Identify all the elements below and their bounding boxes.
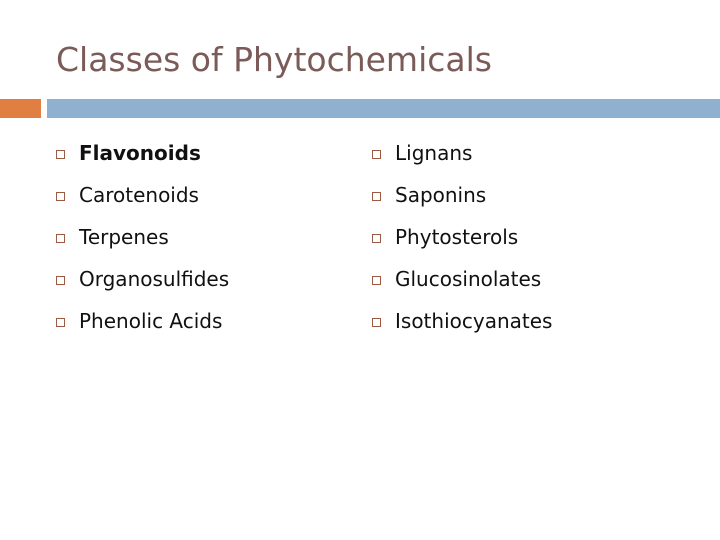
list-item-label: Isothiocyanates [395,309,553,333]
list-item-label: Terpenes [79,225,169,249]
square-outline-bullet-icon [372,234,381,243]
title-accent-bar [0,99,41,118]
square-outline-bullet-icon [56,150,65,159]
list-item [372,258,552,300]
list-item [372,216,552,258]
square-outline-bullet-icon [372,150,381,159]
square-outline-bullet-icon [56,192,65,201]
list-item [56,216,229,258]
square-outline-bullet-icon [56,234,65,243]
list-item-label: Phytosterols [395,225,519,249]
list-item-label: Glucosinolates [395,267,542,291]
list-item [372,300,552,342]
list-item-label: Saponins [395,183,487,207]
square-outline-bullet-icon [372,192,381,201]
bullet-list-left [56,132,229,342]
square-outline-bullet-icon [56,318,65,327]
square-outline-bullet-icon [56,276,65,285]
list-item [56,300,229,342]
list-item [372,132,552,174]
list-item [56,174,229,216]
list-item-label: Flavonoids [79,141,201,165]
bullet-list-right [372,132,552,342]
list-item [372,174,552,216]
list-item-label: Lignans [395,141,473,165]
square-outline-bullet-icon [372,318,381,327]
list-item-label: Phenolic Acids [79,309,223,333]
list-item-label: Organosulfides [79,267,230,291]
square-outline-bullet-icon [372,276,381,285]
list-item [56,132,229,174]
list-item-label: Carotenoids [79,183,199,207]
slide-title: Classes of Phytochemicals [56,40,492,79]
title-divider-bar [47,99,720,118]
list-item [56,258,229,300]
